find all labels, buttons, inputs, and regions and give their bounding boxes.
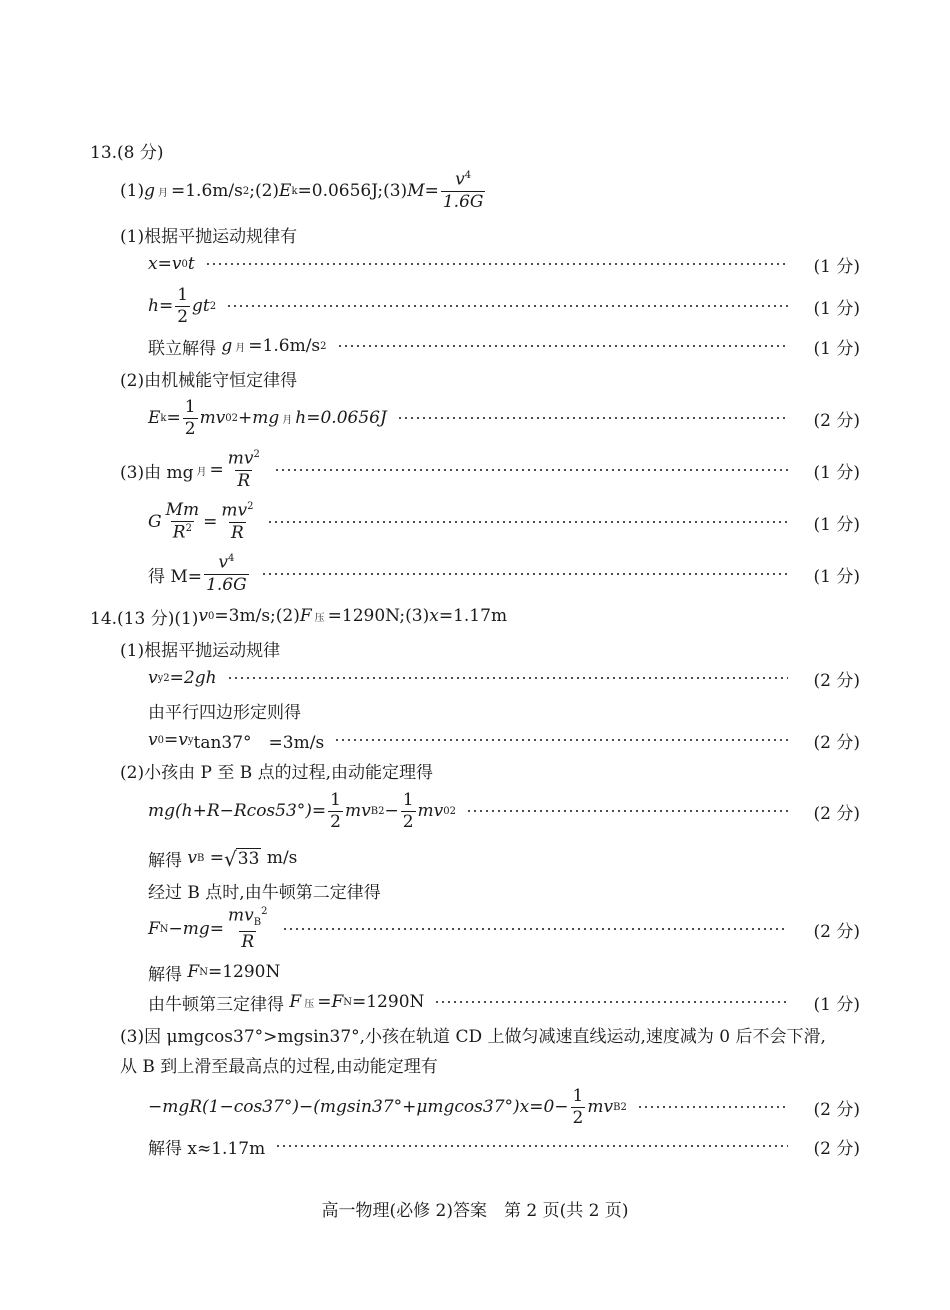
q13-eq5-frac: $\frac{mv^2}{R}$: [227, 448, 260, 491]
q14-score-2: (2 分): [813, 732, 860, 753]
q14-part1-title-text: (1)根据平抛运动规律: [120, 640, 281, 661]
q14-header-sub0: 0: [208, 610, 215, 622]
q13-ans-b: =1.6m/s: [170, 181, 243, 201]
leader-dots: [334, 739, 788, 741]
q14-third-law-a: 由牛顿第三定律得: [148, 994, 284, 1015]
q14-eq2-vy: v: [178, 730, 188, 750]
q14-part1-text2-text: 由平行四边形定则得: [148, 702, 301, 723]
q14-solve-fn-F: F: [187, 962, 200, 982]
q14-score-4: (2 分): [813, 921, 860, 942]
q13-part2-title-text: (2)由机械能守恒定律得: [120, 370, 298, 391]
leader-dots: [275, 1145, 788, 1147]
q14-eq1-row: [148, 660, 860, 696]
q14-score-1: (2 分): [813, 670, 860, 691]
q14-sub-ya-1: 压: [314, 612, 325, 624]
leader-dots: [274, 469, 788, 471]
q13-sub-yue-4: 月: [196, 466, 207, 478]
q14-eq5-row: [148, 1084, 860, 1130]
q14-part3-text2: [120, 1046, 438, 1082]
q13-eq2-den: 2: [177, 306, 189, 327]
q13-header-text: 13.(8 分): [90, 142, 164, 163]
leader-dots: [434, 1001, 788, 1003]
q14-eq3-sub0: 0: [443, 805, 450, 817]
q13-eq2-frac: [175, 284, 190, 327]
q14-third-law-row: [148, 984, 860, 1020]
q14-header: [90, 598, 507, 634]
q14-eq1-suby: y: [157, 672, 164, 684]
q13-eq4-k: k: [160, 412, 167, 424]
q14-eq3-mv1: mv: [345, 801, 371, 821]
q13-eq4-sub0: 0: [225, 412, 232, 424]
q13-eq4-rhs: h=0.0656J: [295, 408, 387, 428]
q14-eq1: =2gh: [169, 668, 217, 688]
q14-part2-text2-text: 经过 B 点时,由牛顿第二定律得: [148, 882, 381, 903]
q14-score-6: (2 分): [813, 1099, 860, 1120]
q13-eq6-G: G: [148, 512, 162, 532]
q13-eq1-t: t: [187, 254, 195, 274]
q14-eq5-frac: $\frac{1}{2}$: [572, 1085, 584, 1128]
q14-eq5-mv: mv: [587, 1097, 614, 1117]
q14-header-b: =3m/s;(2): [214, 606, 300, 626]
q13-score-1: (1 分): [813, 256, 860, 277]
q14-eq3-row: [148, 788, 860, 834]
q13-part2-title: [120, 360, 297, 396]
q13-eq7-lead: 得 M=: [148, 566, 203, 587]
q13-ans-M: M: [407, 181, 425, 201]
q14-solve-vb-subB: B: [197, 852, 205, 864]
q13-eq4-mv: mv: [199, 408, 226, 428]
q13-eq7-frac: $\frac{v^4}{1.6G}$: [206, 552, 247, 595]
q14-solve-vb-v: v: [187, 848, 198, 868]
q14-eq4-num: mv: [228, 906, 254, 927]
q14-eq4-subN: N: [159, 923, 169, 935]
q13-ans-k: k: [291, 185, 298, 197]
q13-eq4-E: E: [148, 408, 161, 428]
q14-eq4-row: [148, 906, 860, 952]
q13-sub-yue-3: 月: [282, 414, 293, 426]
q13-eq7-den: 1.6G: [206, 574, 247, 595]
q14-sub-ya-2: 压: [304, 998, 315, 1010]
q14-eq6-row: [148, 1128, 860, 1164]
q13-eq3-val: =1.6m/s: [248, 336, 321, 356]
q13-eq1-row: [148, 246, 860, 282]
q13-ans-e: =: [424, 181, 439, 201]
q14-eq2-v0: v: [148, 730, 158, 750]
q14-eq5-sup2: 2: [620, 1101, 627, 1113]
q13-eq2-lhs: h=: [148, 296, 174, 316]
q14-sqrt-value: 33: [237, 848, 260, 869]
q14-eq3-subB: B: [370, 805, 379, 817]
leader-dots: [261, 573, 788, 575]
q13-eq2-sup: 2: [209, 300, 217, 312]
q13-eq2-rhs: gt: [192, 296, 210, 316]
q14-score-3: (2 分): [813, 803, 860, 824]
q14-header-a: 14.(13 分)(1): [90, 608, 199, 629]
q14-part2-title: [120, 752, 433, 788]
q14-eq3-sup1: 2: [378, 805, 385, 817]
q13-score-6: (1 分): [813, 514, 860, 535]
q14-part3-text2-text: 从 B 到上滑至最高点的过程,由动能定理有: [120, 1056, 438, 1077]
q14-eq3-sup2: 2: [449, 805, 457, 817]
leader-dots: [282, 928, 788, 930]
leader-dots: [226, 305, 788, 307]
q13-ans-d: =0.0656J;(3): [297, 181, 408, 201]
q14-solve-fn-subN: N: [199, 966, 208, 978]
leader-dots: [205, 263, 788, 265]
q13-eq3-sup: 2: [320, 340, 327, 352]
q14-eq3-frac1: $\frac{1}{2}$: [330, 789, 341, 832]
q13-eq3-g: g: [221, 336, 233, 356]
q13-header: [90, 132, 164, 168]
q14-eq4-lhs: −mg=: [168, 919, 225, 939]
q13-ans-g: g: [144, 181, 155, 201]
q13-eq6-den: R: [172, 522, 186, 543]
q13-eq6-row: [148, 500, 860, 544]
q13-eq1-sub: 0: [181, 258, 188, 270]
q14-header-d: =1.17m: [438, 606, 508, 626]
q13-eq5-num: mv: [227, 448, 254, 469]
q13-eq2-row: [148, 284, 860, 328]
leader-dots: [337, 345, 788, 347]
q14-part2-text2: [148, 872, 381, 908]
q13-eq4-plus: +mg: [238, 408, 280, 428]
q14-eq5-subB: B: [613, 1101, 621, 1113]
q14-eq4-frac: $\frac{mv_B^2}{R}$: [228, 906, 268, 952]
q14-third-law-b: =: [317, 992, 332, 1012]
q13-score-7: (1 分): [813, 566, 860, 587]
q13-ans-frac-num: v: [455, 169, 465, 190]
q14-header-F: F: [299, 606, 312, 626]
q14-eq3-frac2: $\frac{1}{2}$: [402, 789, 414, 832]
q13-ans-a: (1): [120, 181, 145, 201]
q14-eq2-sub0: 0: [157, 734, 164, 746]
q13-eq7-num: v: [218, 552, 228, 573]
q14-part2-title-text: (2)小孩由 P 至 B 点的过程,由动能定理得: [120, 762, 434, 783]
q14-eq3-mv2: mv: [417, 801, 444, 821]
q13-eq6-den2: R: [231, 522, 244, 543]
q13-eq7-row: [148, 552, 860, 596]
q13-eq3-row: [148, 328, 860, 364]
q14-solve-fn-lead: 解得: [148, 964, 182, 985]
q14-eq6: 解得 x≈1.17m: [148, 1138, 266, 1159]
q14-eq4-F: F: [148, 919, 160, 939]
q13-eq6-frac1: $\frac{Mm}{R^2}$: [165, 500, 200, 543]
q13-ans-frac-den: 1.6G: [442, 191, 484, 212]
leader-dots: [397, 417, 788, 419]
q13-eq5-lead: (3)由 mg: [120, 462, 194, 483]
q14-third-law-subN: N: [343, 996, 352, 1008]
q14-eq4-den: R: [241, 931, 255, 952]
q14-solve-vb-a: 解得: [148, 850, 182, 871]
q13-part1-title-text: (1)根据平抛运动规律有: [120, 226, 298, 247]
q13-eq6-num: Mm: [165, 500, 200, 521]
page-footer: 高一物理(必修 2)答案 第 2 页(共 2 页): [321, 1201, 629, 1221]
q13-eq4-frac: $\frac{1}{2}$: [184, 396, 196, 439]
q14-eq2: tan37° =3m/s: [193, 732, 325, 753]
q13-eq5-row: [120, 448, 860, 492]
q13-eq6-num2: mv: [221, 500, 248, 521]
q14-part3-text1-text: (3)因 μmgcos37°>mgsin37°,小孩在轨道 CD 上做匀减速直线运动,速度减为 0 后不会下滑,: [120, 1026, 826, 1047]
leader-dots: [267, 521, 788, 523]
q13-score-5: (1 分): [813, 462, 860, 483]
q13-score-4: (2 分): [813, 410, 860, 431]
q14-header-x: x: [429, 606, 439, 626]
q14-eq1-sup2: 2: [163, 672, 170, 684]
q14-eq2-suby: y: [187, 734, 194, 746]
q14-eq5-lhs: −mgR(1−cos37°)−(mgsin37°+μmgcos37°)x=0−: [148, 1097, 569, 1117]
q14-solve-fn-val: =1290N: [207, 962, 281, 982]
q14-eq3-minus: −: [384, 801, 399, 821]
q14-score-5: (1 分): [813, 994, 860, 1015]
q13-eq5-den: R: [237, 470, 251, 491]
q13-sub-yue-1: 月: [157, 187, 168, 199]
leader-dots: [637, 1106, 788, 1108]
q13-score-3: (1 分): [813, 338, 860, 359]
q14-eq3-lhs: mg(h+R−Rcos53°)=: [148, 801, 327, 821]
leader-dots: [466, 810, 788, 812]
q14-header-v: v: [198, 606, 209, 626]
q14-third-law-c: =1290N: [352, 992, 425, 1012]
q14-solve-vb-d: m/s: [266, 848, 298, 868]
q13-eq4-sup2: 2: [231, 412, 239, 424]
q13-ans-E: E: [279, 181, 292, 201]
q13-ans-c: ;(2): [249, 181, 280, 201]
q13-eq6-frac2: $\frac{mv^2}{R}$: [221, 500, 254, 543]
q14-third-law-F: F: [289, 992, 302, 1012]
q13-eq4-row: E k = $\frac{1}{2}$ mv 0 2 +mg 月 h=0.0656J (2 分): [148, 396, 860, 439]
q14-header-c: =1290N;(3): [327, 606, 430, 626]
q13-eq6-eq: =: [203, 512, 218, 532]
q13-sub-yue-2: 月: [235, 342, 246, 354]
q14-eq1-v: v: [148, 668, 158, 688]
q13-eq2-num: 1: [177, 284, 189, 305]
leader-dots: [227, 677, 788, 679]
q13-score-2: (1 分): [813, 298, 860, 319]
q13-eq5-eq: =: [209, 460, 224, 480]
q13-ans-frac: $\frac{v^4}{1.6G}$: [442, 169, 484, 212]
q14-solve-vb: [148, 840, 297, 876]
q13-ans-sup: 2: [242, 185, 250, 197]
q13-eq3-text: 联立解得: [148, 338, 216, 359]
q14-solve-vb-b: =: [209, 848, 225, 868]
q14-sqrt: √ 33: [224, 846, 260, 871]
q13-answers: [120, 170, 487, 212]
q13-eq1: x=v: [148, 254, 182, 274]
q14-third-law-FN: F: [331, 992, 344, 1012]
q14-score-7: (2 分): [813, 1138, 860, 1159]
q14-eq2-row: v 0 = v y tan37° =3m/s (2 分): [148, 722, 860, 758]
